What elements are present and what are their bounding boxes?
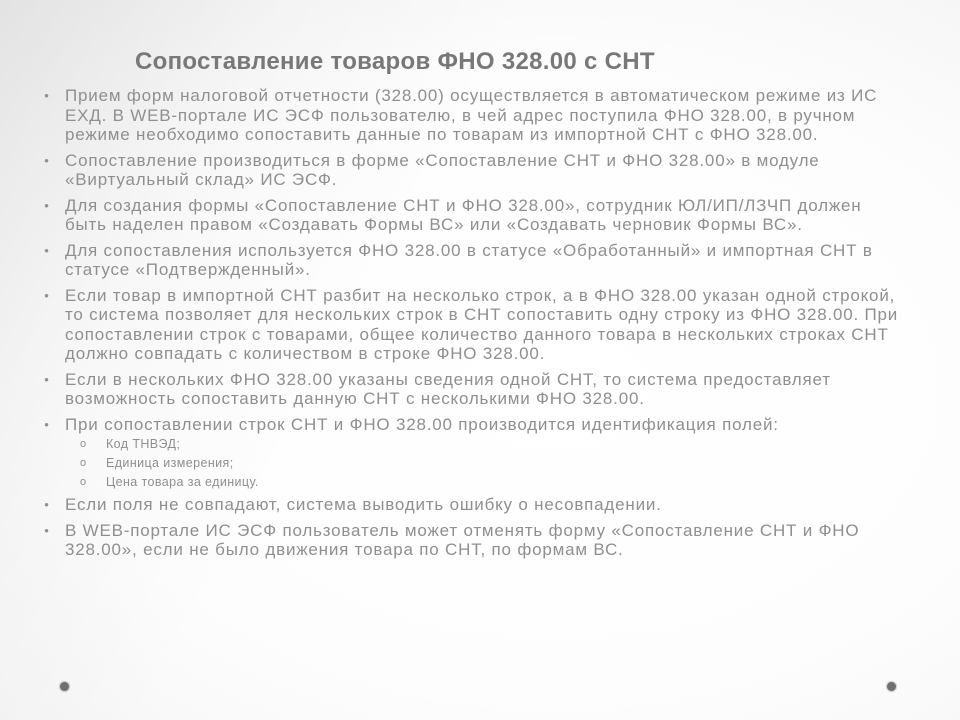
sub-bullet-text: Код ТНВЭД; xyxy=(106,437,181,451)
sub-bullet-item xyxy=(80,436,912,453)
bullet-dot-icon: • xyxy=(44,287,49,303)
bullet-text: Сопоставление производиться в форме «Сопоставление СНТ и ФНО 328.00» в модуле «Виртуальный склад» ИС ЭСФ. xyxy=(65,150,820,189)
bullet-text: Если в нескольких ФНО 328.00 указаны сведения одной СНТ, то система предоставляет возможность сопоставить данную СНТ с несколькими ФНО 328.00. xyxy=(65,369,831,408)
sub-bullet-text: Цена товара за единицу. xyxy=(106,475,259,489)
bullet-item xyxy=(28,370,912,409)
sub-bullet-text: Единица измерения; xyxy=(106,456,234,470)
sub-bullet-item xyxy=(80,455,912,472)
bullet-text: Для сопоставления используется ФНО 328.00 в статусе «Обработанный» и импортная СНТ в статусе «Подтвержденный». xyxy=(65,240,873,279)
sub-bullet-list xyxy=(28,436,912,491)
bullet-dot-icon: • xyxy=(44,152,49,168)
bullet-text: Если поля не совпадают, система выводить ошибку о несовпадении. xyxy=(65,495,662,514)
bullet-item xyxy=(28,196,912,235)
bullet-dot-icon: • xyxy=(44,242,49,258)
sub-bullet-item xyxy=(80,474,912,491)
bullet-text: В WEB-портале ИС ЭСФ пользователь может отменять форму «Сопоставление СНТ и ФНО 328.00», если не было движения товара по СНТ, по формам ВС. xyxy=(65,520,860,559)
bullet-item xyxy=(28,86,912,145)
bullet-text: Прием форм налоговой отчетности (328.00) осуществляется в автоматическом режиме из ИС ЕХД. В WEB-портале ИС ЭСФ пользователю, в чей адрес поступила ФНО 328.00, в ручном режиме необходимо сопоставить данные по товарам из импортной СНТ с ФНО 328.00. xyxy=(65,86,878,144)
sub-bullet-circle-icon: o xyxy=(80,457,87,469)
bullet-dot-icon: • xyxy=(44,197,49,213)
bullet-text: Если товар в импортной СНТ разбит на несколько строк, а в ФНО 328.00 указан одной строкой, то система позволяет для нескольких строк в СНТ сопоставить одну строку из ФНО 328.00. При сопоставлении строк с товарами, общее количество данного товара в нескольких строках СНТ должно совпадать с количеством в строке ФНО 328.00. xyxy=(65,285,899,363)
bottom-right-decorative-dot xyxy=(887,682,896,691)
bullet-dot-icon: • xyxy=(44,88,49,103)
bullet-dot-icon: • xyxy=(44,416,49,432)
bullet-item xyxy=(28,415,912,435)
sub-bullet-circle-icon: o xyxy=(80,438,87,450)
bullet-item xyxy=(28,521,912,560)
bullet-dot-icon: • xyxy=(44,522,49,538)
bullet-text: Для создания формы «Сопоставление СНТ и ФНО 328.00», сотрудник ЮЛ/ИП/ЛЗЧП должен быть наделен правом «Создавать Формы ВС» или «Создавать черновик Формы ВС». xyxy=(65,195,862,234)
bottom-left-decorative-dot xyxy=(60,682,69,691)
sub-bullet-circle-icon: o xyxy=(80,476,87,488)
bullet-dot-icon: • xyxy=(44,371,49,387)
bullet-dot-icon: • xyxy=(44,497,49,512)
bullet-text: При сопоставлении строк СНТ и ФНО 328.00 производится идентификация полей: xyxy=(65,414,779,434)
bullet-item-with-sublist xyxy=(28,415,912,492)
slide-body xyxy=(28,86,912,566)
bullet-item xyxy=(28,241,912,280)
bullet-item xyxy=(28,151,912,190)
bullet-item xyxy=(28,286,912,364)
bullet-item xyxy=(28,495,912,515)
slide-title: Сопоставление товаров ФНО 328.00 с СНТ xyxy=(135,48,655,75)
